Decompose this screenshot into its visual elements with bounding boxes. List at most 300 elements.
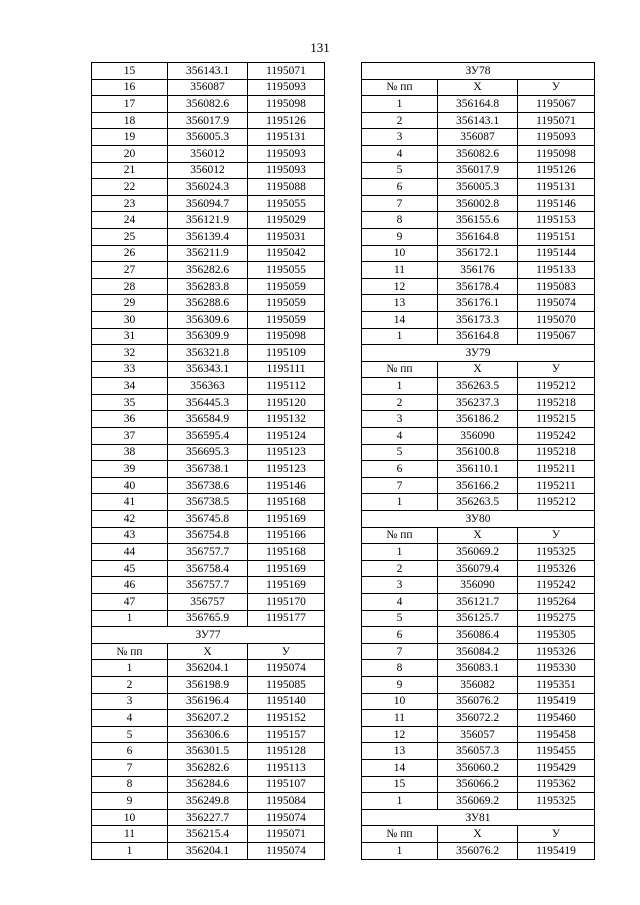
x-coordinate-cell: 356094.7 [168,195,248,212]
point-number-cell: 1 [362,793,438,810]
table-row [362,378,595,395]
x-coordinate-cell: 356069.2 [438,544,518,561]
point-number-header: № пп [362,527,438,544]
y-coordinate-cell: 1195168 [248,544,325,561]
point-number-cell: 1 [362,328,438,345]
x-header: X [438,527,518,544]
table-row [362,793,595,810]
x-coordinate-cell: 356321.8 [168,345,248,362]
point-number-cell: 33 [92,361,168,378]
y-coordinate-cell: 1195351 [518,676,595,693]
table-row [92,278,325,295]
point-number-cell: 14 [362,759,438,776]
x-coordinate-cell: 356309.6 [168,311,248,328]
page-number: 131 [310,40,330,55]
point-number-cell: 4 [92,710,168,727]
x-header: X [438,79,518,96]
table-row [92,444,325,461]
table-row [362,594,595,611]
point-number-cell: 6 [362,179,438,196]
point-number-cell: 40 [92,477,168,494]
point-number-header: № пп [362,79,438,96]
x-coordinate-cell: 356306.6 [168,726,248,743]
y-coordinate-cell: 1195059 [248,311,325,328]
point-number-cell: 10 [362,693,438,710]
header-row [92,643,325,660]
x-coordinate-cell: 356754.8 [168,527,248,544]
table-row [92,511,325,528]
table-row [92,129,325,146]
section-title: ЗУ81 [362,809,595,826]
y-coordinate-cell: 1195098 [518,145,595,162]
table-row [92,179,325,196]
y-coordinate-cell: 1195031 [248,228,325,245]
table-row [362,179,595,196]
y-coordinate-cell: 1195325 [518,544,595,561]
point-number-cell: 9 [362,676,438,693]
section-title-row [92,627,325,644]
y-coordinate-cell: 1195071 [248,63,325,80]
y-coordinate-cell: 1195093 [518,129,595,146]
y-coordinate-cell: 1195112 [248,378,325,395]
x-coordinate-cell: 356069.2 [438,793,518,810]
coordinates-table-left [91,62,325,860]
point-number-cell: 5 [362,610,438,627]
y-header: У [518,527,595,544]
x-coordinate-cell: 356757.7 [168,577,248,594]
x-coordinate-cell: 356155.6 [438,212,518,229]
y-coordinate-cell: 1195157 [248,726,325,743]
x-coordinate-cell: 356282.6 [168,759,248,776]
point-number-cell: 1 [362,842,438,859]
y-coordinate-cell: 1195084 [248,793,325,810]
x-coordinate-cell: 356227.7 [168,809,248,826]
x-coordinate-cell: 356121.9 [168,212,248,229]
y-coordinate-cell: 1195109 [248,345,325,362]
point-number-cell: 5 [362,162,438,179]
table-row [362,112,595,129]
point-number-cell: 44 [92,544,168,561]
x-coordinate-cell: 356072.2 [438,710,518,727]
x-coordinate-cell: 356765.9 [168,610,248,627]
table-row [92,63,325,80]
header-row [362,79,595,96]
section-title: ЗУ78 [362,63,595,80]
x-coordinate-cell: 356738.1 [168,461,248,478]
table-row [362,759,595,776]
x-coordinate-cell: 356757.7 [168,544,248,561]
point-number-cell: 14 [362,311,438,328]
point-number-cell: 47 [92,594,168,611]
x-coordinate-cell: 356595.4 [168,428,248,445]
y-coordinate-cell: 1195144 [518,245,595,262]
x-coordinate-cell: 356249.8 [168,793,248,810]
table-row [92,826,325,843]
table-row [362,212,595,229]
y-coordinate-cell: 1195093 [248,79,325,96]
x-coordinate-cell: 356110.1 [438,461,518,478]
x-coordinate-cell: 356363 [168,378,248,395]
point-number-cell: 5 [362,444,438,461]
table-row [92,594,325,611]
x-coordinate-cell: 356143.1 [438,112,518,129]
x-header: X [168,643,248,660]
y-coordinate-cell: 1195070 [518,311,595,328]
table-row [362,96,595,113]
y-coordinate-cell: 1195071 [248,826,325,843]
y-coordinate-cell: 1195107 [248,776,325,793]
point-number-cell: 8 [362,212,438,229]
table-row [362,494,595,511]
x-coordinate-cell: 356207.2 [168,710,248,727]
point-number-cell: 24 [92,212,168,229]
point-number-cell: 1 [362,544,438,561]
point-number-cell: 45 [92,560,168,577]
point-number-cell: 10 [362,245,438,262]
table-row [92,494,325,511]
point-number-cell: 11 [362,710,438,727]
y-coordinate-cell: 1195458 [518,726,595,743]
x-coordinate-cell: 356745.8 [168,511,248,528]
y-coordinate-cell: 1195211 [518,461,595,478]
y-coordinate-cell: 1195218 [518,444,595,461]
table-row [92,411,325,428]
table-row [362,295,595,312]
y-coordinate-cell: 1195218 [518,394,595,411]
y-coordinate-cell: 1195215 [518,411,595,428]
point-number-cell: 31 [92,328,168,345]
section-title-row [362,511,595,528]
point-number-cell: 46 [92,577,168,594]
x-coordinate-cell: 356173.3 [438,311,518,328]
y-coordinate-cell: 1195146 [518,195,595,212]
x-coordinate-cell: 356283.8 [168,278,248,295]
x-coordinate-cell: 356082.6 [438,145,518,162]
x-coordinate-cell: 356282.6 [168,262,248,279]
section-title-row [362,63,595,80]
header-row [362,527,595,544]
x-header: X [438,826,518,843]
y-coordinate-cell: 1195059 [248,295,325,312]
y-coordinate-cell: 1195055 [248,262,325,279]
table-row [92,461,325,478]
table-row [92,195,325,212]
x-coordinate-cell: 356057 [438,726,518,743]
x-coordinate-cell: 356086.4 [438,627,518,644]
point-number-cell: 36 [92,411,168,428]
x-coordinate-cell: 356100.8 [438,444,518,461]
table-row [92,295,325,312]
header-row [362,826,595,843]
y-coordinate-cell: 1195059 [248,278,325,295]
y-coordinate-cell: 1195088 [248,179,325,196]
table-row [362,228,595,245]
table-row [362,676,595,693]
point-number-cell: 34 [92,378,168,395]
point-number-cell: 6 [362,627,438,644]
x-coordinate-cell: 356198.9 [168,676,248,693]
point-number-header: № пп [92,643,168,660]
y-coordinate-cell: 1195264 [518,594,595,611]
table-row [92,162,325,179]
x-coordinate-cell: 356757 [168,594,248,611]
x-coordinate-cell: 356090 [438,577,518,594]
table-row [362,461,595,478]
x-coordinate-cell: 356087 [438,129,518,146]
point-number-cell: 29 [92,295,168,312]
x-coordinate-cell: 356082.6 [168,96,248,113]
y-coordinate-cell: 1195177 [248,610,325,627]
y-coordinate-cell: 1195362 [518,776,595,793]
x-coordinate-cell: 356066.2 [438,776,518,793]
y-coordinate-cell: 1195123 [248,461,325,478]
table-row [92,428,325,445]
point-number-cell: 15 [362,776,438,793]
point-number-cell: 1 [92,610,168,627]
x-coordinate-cell: 356695.3 [168,444,248,461]
y-coordinate-cell: 1195123 [248,444,325,461]
point-number-cell: 13 [362,295,438,312]
x-coordinate-cell: 356237.3 [438,394,518,411]
y-coordinate-cell: 1195330 [518,660,595,677]
point-number-cell: 9 [362,228,438,245]
table-row [92,743,325,760]
point-number-cell: 12 [362,278,438,295]
x-coordinate-cell: 356082 [438,676,518,693]
point-number-cell: 10 [92,809,168,826]
section-title-row [362,809,595,826]
point-number-cell: 3 [92,693,168,710]
table-row [92,527,325,544]
table-row [362,643,595,660]
point-number-cell: 35 [92,394,168,411]
table-row [362,726,595,743]
y-coordinate-cell: 1195152 [248,710,325,727]
y-coordinate-cell: 1195326 [518,643,595,660]
y-coordinate-cell: 1195074 [248,842,325,859]
point-number-cell: 7 [362,195,438,212]
table-row [362,311,595,328]
table-row [362,411,595,428]
y-coordinate-cell: 1195153 [518,212,595,229]
point-number-cell: 3 [362,129,438,146]
point-number-cell: 38 [92,444,168,461]
point-number-cell: 20 [92,145,168,162]
table-row [362,710,595,727]
table-row [92,328,325,345]
y-coordinate-cell: 1195126 [248,112,325,129]
table-row [362,577,595,594]
table-row [92,610,325,627]
y-coordinate-cell: 1195111 [248,361,325,378]
table-row [92,96,325,113]
y-coordinate-cell: 1195124 [248,428,325,445]
x-coordinate-cell: 356758.4 [168,560,248,577]
x-coordinate-cell: 356215.4 [168,826,248,843]
y-coordinate-cell: 1195212 [518,494,595,511]
point-number-cell: 39 [92,461,168,478]
y-coordinate-cell: 1195455 [518,743,595,760]
y-coordinate-cell: 1195305 [518,627,595,644]
point-number-cell: 2 [362,560,438,577]
x-coordinate-cell: 356084.2 [438,643,518,660]
table-row [92,212,325,229]
x-coordinate-cell: 356017.9 [168,112,248,129]
table-row [92,145,325,162]
x-coordinate-cell: 356164.8 [438,96,518,113]
table-row [362,660,595,677]
point-number-cell: 41 [92,494,168,511]
x-coordinate-cell: 356211.9 [168,245,248,262]
point-number-cell: 17 [92,96,168,113]
y-coordinate-cell: 1195074 [248,809,325,826]
y-coordinate-cell: 1195074 [248,660,325,677]
x-coordinate-cell: 356164.8 [438,328,518,345]
point-number-cell: 32 [92,345,168,362]
x-coordinate-cell: 356186.2 [438,411,518,428]
table-row [362,394,595,411]
point-number-cell: 43 [92,527,168,544]
y-coordinate-cell: 1195211 [518,477,595,494]
table-row [92,776,325,793]
x-coordinate-cell: 356738.5 [168,494,248,511]
table-row [92,793,325,810]
table-row [362,245,595,262]
point-number-cell: 1 [362,494,438,511]
table-row [92,809,325,826]
point-number-cell: 1 [362,96,438,113]
point-number-cell: 2 [362,112,438,129]
point-number-cell: 2 [362,394,438,411]
y-coordinate-cell: 1195132 [248,411,325,428]
table-row [92,676,325,693]
point-number-cell: 3 [362,577,438,594]
y-coordinate-cell: 1195419 [518,693,595,710]
y-coordinate-cell: 1195055 [248,195,325,212]
y-coordinate-cell: 1195325 [518,793,595,810]
point-number-cell: 13 [362,743,438,760]
table-row [92,660,325,677]
section-title: ЗУ79 [362,345,595,362]
x-coordinate-cell: 356445.3 [168,394,248,411]
x-coordinate-cell: 356164.8 [438,228,518,245]
y-coordinate-cell: 1195120 [248,394,325,411]
table-row [362,262,595,279]
table-row [92,245,325,262]
point-number-cell: 3 [362,411,438,428]
y-coordinate-cell: 1195128 [248,743,325,760]
x-coordinate-cell: 356343.1 [168,361,248,378]
x-coordinate-cell: 356002.8 [438,195,518,212]
x-coordinate-cell: 356139.4 [168,228,248,245]
table-row [362,627,595,644]
y-coordinate-cell: 1195212 [518,378,595,395]
y-coordinate-cell: 1195326 [518,560,595,577]
x-coordinate-cell: 356738.6 [168,477,248,494]
table-row [362,693,595,710]
table-row [92,112,325,129]
x-coordinate-cell: 356060.2 [438,759,518,776]
section-title: ЗУ80 [362,511,595,528]
table-row [92,710,325,727]
x-coordinate-cell: 356288.6 [168,295,248,312]
table-row [92,842,325,859]
y-header: У [248,643,325,660]
y-coordinate-cell: 1195083 [518,278,595,295]
y-coordinate-cell: 1195131 [248,129,325,146]
x-coordinate-cell: 356301.5 [168,743,248,760]
table-row [362,544,595,561]
table-row [92,577,325,594]
x-coordinate-cell: 356076.2 [438,693,518,710]
x-coordinate-cell: 356017.9 [438,162,518,179]
y-coordinate-cell: 1195166 [248,527,325,544]
x-coordinate-cell: 356012 [168,162,248,179]
table-row [362,328,595,345]
x-coordinate-cell: 356263.5 [438,494,518,511]
table-row [92,378,325,395]
table-row [92,79,325,96]
table-row [362,743,595,760]
y-coordinate-cell: 1195093 [248,162,325,179]
y-header: У [518,826,595,843]
table-row [362,129,595,146]
point-number-cell: 8 [92,776,168,793]
table-row [92,726,325,743]
y-coordinate-cell: 1195098 [248,328,325,345]
y-coordinate-cell: 1195146 [248,477,325,494]
x-coordinate-cell: 356024.3 [168,179,248,196]
coordinates-table-body [92,63,325,860]
section-title: ЗУ77 [92,627,325,644]
y-coordinate-cell: 1195098 [248,96,325,113]
table-row [92,262,325,279]
y-coordinate-cell: 1195419 [518,842,595,859]
x-coordinate-cell: 356090 [438,428,518,445]
coordinates-table-body [362,63,595,860]
point-number-cell: 19 [92,129,168,146]
point-number-cell: 8 [362,660,438,677]
x-coordinate-cell: 356079.4 [438,560,518,577]
y-coordinate-cell: 1195275 [518,610,595,627]
y-header: У [518,79,595,96]
table-row [362,477,595,494]
coordinates-table-right [361,62,595,860]
y-coordinate-cell: 1195140 [248,693,325,710]
y-coordinate-cell: 1195169 [248,577,325,594]
y-coordinate-cell: 1195169 [248,560,325,577]
x-coordinate-cell: 356012 [168,145,248,162]
y-coordinate-cell: 1195133 [518,262,595,279]
table-row [362,560,595,577]
x-coordinate-cell: 356172.1 [438,245,518,262]
x-coordinate-cell: 356143.1 [168,63,248,80]
table-row [362,776,595,793]
point-number-cell: 1 [92,660,168,677]
y-coordinate-cell: 1195429 [518,759,595,776]
x-coordinate-cell: 356176.1 [438,295,518,312]
table-row [362,610,595,627]
table-row [362,195,595,212]
x-coordinate-cell: 356057.3 [438,743,518,760]
point-number-cell: 25 [92,228,168,245]
point-number-cell: 7 [362,477,438,494]
table-row [92,693,325,710]
point-number-cell: 26 [92,245,168,262]
x-coordinate-cell: 356176 [438,262,518,279]
table-row [92,544,325,561]
table-row [92,759,325,776]
